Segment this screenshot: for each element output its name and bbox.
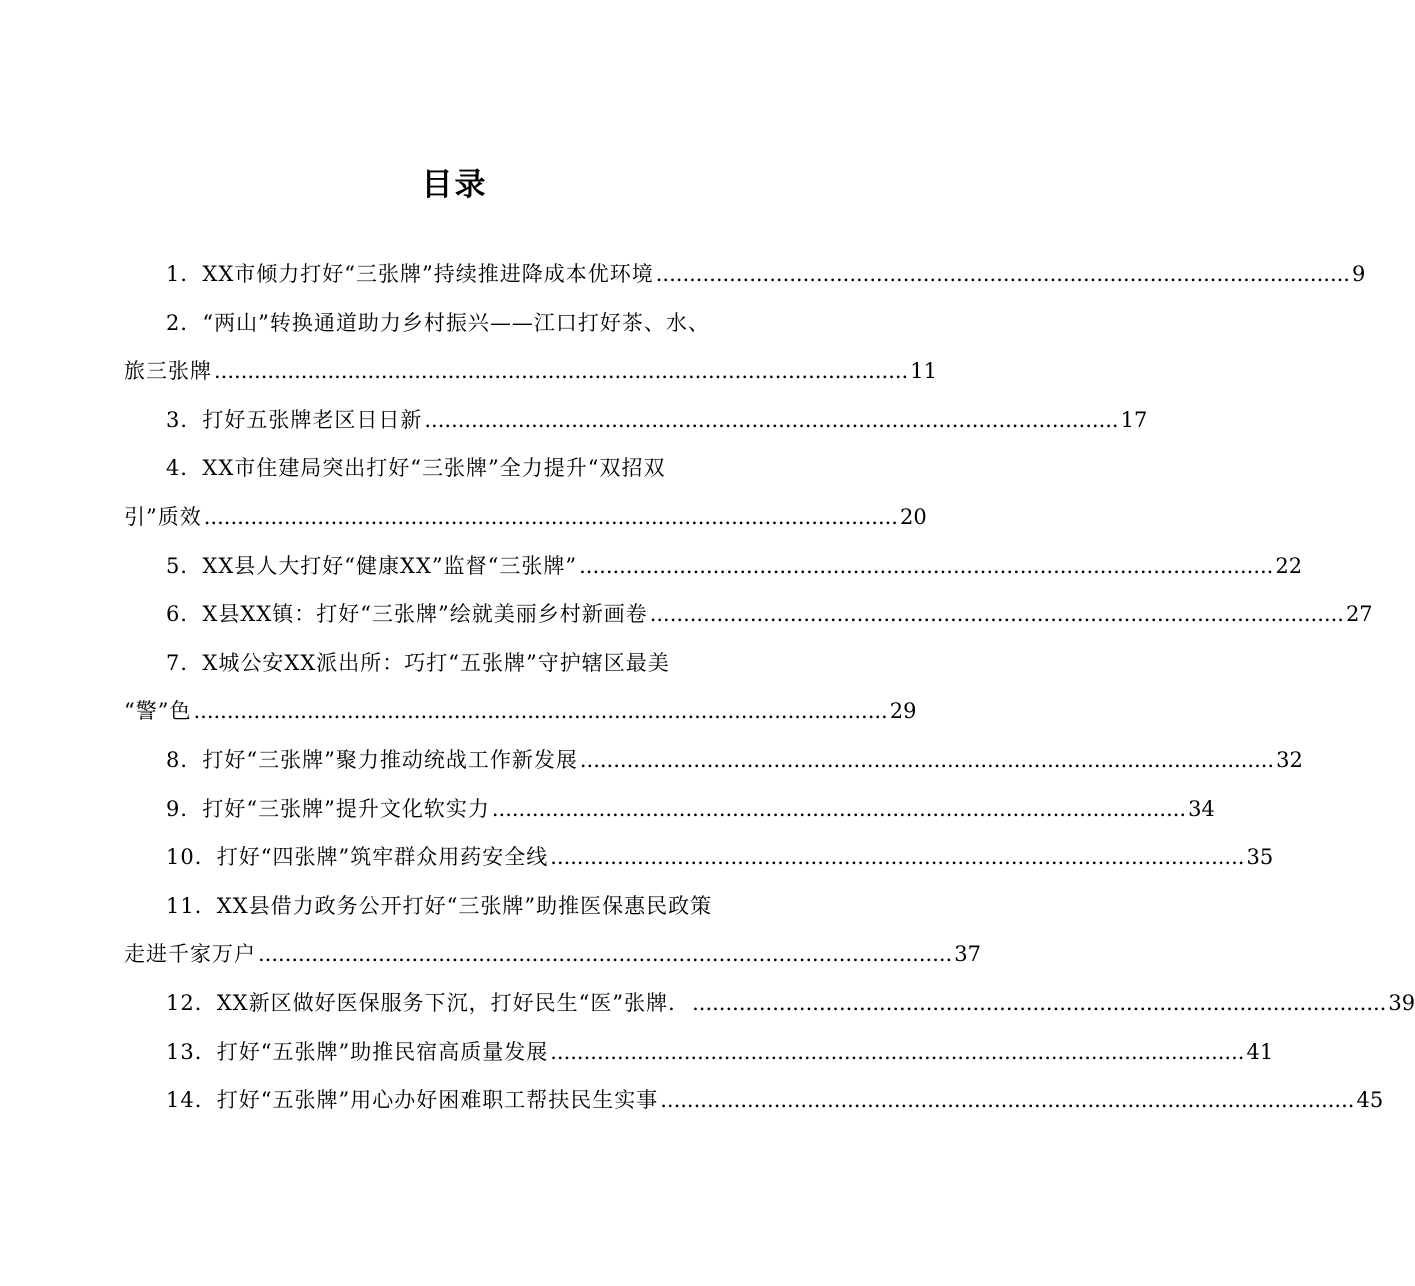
toc-entry-number: 4．	[166, 456, 203, 481]
toc-title: 目录	[421, 167, 488, 203]
toc-entry-page: 29	[889, 699, 917, 724]
toc-entry-text: XX县借力政务公开打好“三张牌”助推医保惠民政策	[216, 893, 713, 918]
toc-entry-text: XX市住建局突出打好“三张牌”全力提升“双招双	[202, 456, 666, 481]
toc-entry-page: 34	[1188, 796, 1215, 821]
toc-entry-number: 11．	[166, 893, 217, 918]
toc-entry-page: 37	[954, 942, 981, 967]
toc-entry-text: 打好“三张牌”聚力推动统战工作新发展	[202, 747, 578, 772]
toc-entry-page: 27	[1345, 602, 1373, 627]
toc-list	[124, 250, 1415, 1125]
dot-leader: ........................................................................................................	[550, 845, 1245, 870]
toc-entry-text: 打好“四张牌”筑牢群众用药安全线	[216, 845, 549, 870]
toc-entry-text: X县XX镇：打好“三张牌”绘就美丽乡村新画卷	[202, 602, 648, 627]
toc-entry-number: 12．	[166, 990, 217, 1015]
toc-entry[interactable]	[124, 590, 1373, 639]
toc-entry-number: 8．	[166, 747, 203, 772]
dot-leader: ........................................................................................................	[258, 942, 953, 967]
toc-entry[interactable]	[124, 979, 1415, 1028]
dot-leader: ........................................................................................................	[655, 262, 1350, 286]
toc-entry-page: 35	[1246, 845, 1274, 870]
toc-entry-number: 3．	[166, 407, 203, 432]
toc-entry[interactable]	[124, 785, 1215, 834]
toc-entry-text: XX市倾力打好“三张牌”持续推进降成本优环境	[202, 262, 654, 286]
toc-entry-page: 39	[1388, 990, 1415, 1015]
dot-leader: ........................................................................................................	[424, 407, 1119, 432]
toc-entry-number: 1．	[166, 262, 203, 286]
dot-leader: ........................................................................................................	[692, 990, 1387, 1015]
toc-entry-text: XX县人大打好“健康XX”监督“三张牌”	[202, 553, 578, 578]
toc-entry-text: 打好“五张牌”用心办好困难职工帮扶民生实事	[216, 1088, 659, 1113]
toc-entry-page: 22	[1275, 553, 1303, 578]
toc-entry-text: 打好“三张牌”提升文化软实力	[202, 796, 490, 821]
toc-entry[interactable]	[124, 250, 1366, 299]
dot-leader: ........................................................................................................	[649, 602, 1344, 627]
toc-entry-number: 6．	[166, 602, 203, 627]
toc-entry-text-continued: “警”色	[124, 699, 192, 724]
toc-entry[interactable]	[124, 882, 981, 979]
toc-entry-text: XX新区做好医保服务下沉，打好民生“医”张牌．	[216, 990, 691, 1015]
toc-entry-text: “两山”转换通道助力乡村振兴——江口打好茶、水、	[202, 310, 710, 335]
toc-entry-text: 打好五张牌老区日日新	[202, 407, 423, 432]
toc-entry-text: 打好“五张牌”助推民宿高质量发展	[216, 1039, 549, 1064]
toc-entry-page: 41	[1246, 1039, 1274, 1064]
toc-entry[interactable]	[124, 833, 1274, 882]
toc-entry-page: 11	[910, 359, 937, 384]
toc-entry-text-continued: 旅三张牌	[124, 359, 212, 384]
toc-entry[interactable]	[124, 396, 1148, 445]
toc-entry-number: 5．	[166, 553, 203, 578]
dot-leader: ........................................................................................................	[660, 1088, 1355, 1113]
toc-entry-number: 9．	[166, 796, 203, 821]
toc-entry-number: 13．	[166, 1039, 217, 1064]
dot-leader: ........................................................................................................	[193, 699, 888, 724]
toc-entry[interactable]	[124, 1028, 1274, 1077]
toc-entry-page: 32	[1276, 747, 1303, 772]
toc-entry-page: 45	[1356, 1088, 1384, 1113]
toc-entry[interactable]	[124, 1076, 1384, 1125]
dot-leader: ........................................................................................................	[579, 747, 1275, 772]
toc-entry-text: X城公安XX派出所：巧打“五张牌”守护辖区最美	[202, 650, 670, 675]
toc-entry-number: 7．	[166, 650, 203, 675]
dot-leader: ........................................................................................................	[550, 1039, 1245, 1064]
toc-entry-page: 9	[1351, 262, 1366, 286]
toc-entry-number: 2．	[166, 310, 203, 335]
toc-entry-page: 17	[1120, 407, 1148, 432]
toc-entry-number: 10．	[166, 845, 217, 870]
toc-entry[interactable]	[124, 444, 927, 541]
dot-leader: ........................................................................................................	[203, 504, 898, 529]
toc-entry[interactable]	[124, 736, 1303, 785]
toc-entry-number: 14．	[166, 1088, 217, 1113]
dot-leader: ........................................................................................................	[579, 553, 1274, 578]
toc-entry[interactable]	[124, 639, 917, 736]
toc-entry[interactable]	[124, 542, 1303, 591]
toc-entry[interactable]	[124, 299, 937, 396]
dot-leader: ........................................................................................................	[214, 359, 909, 384]
toc-entry-page: 20	[899, 504, 927, 529]
toc-entry-text-continued: 引”质效	[124, 504, 202, 529]
dot-leader: ........................................................................................................	[491, 796, 1187, 821]
toc-entry-text-continued: 走进千家万户	[124, 942, 256, 967]
